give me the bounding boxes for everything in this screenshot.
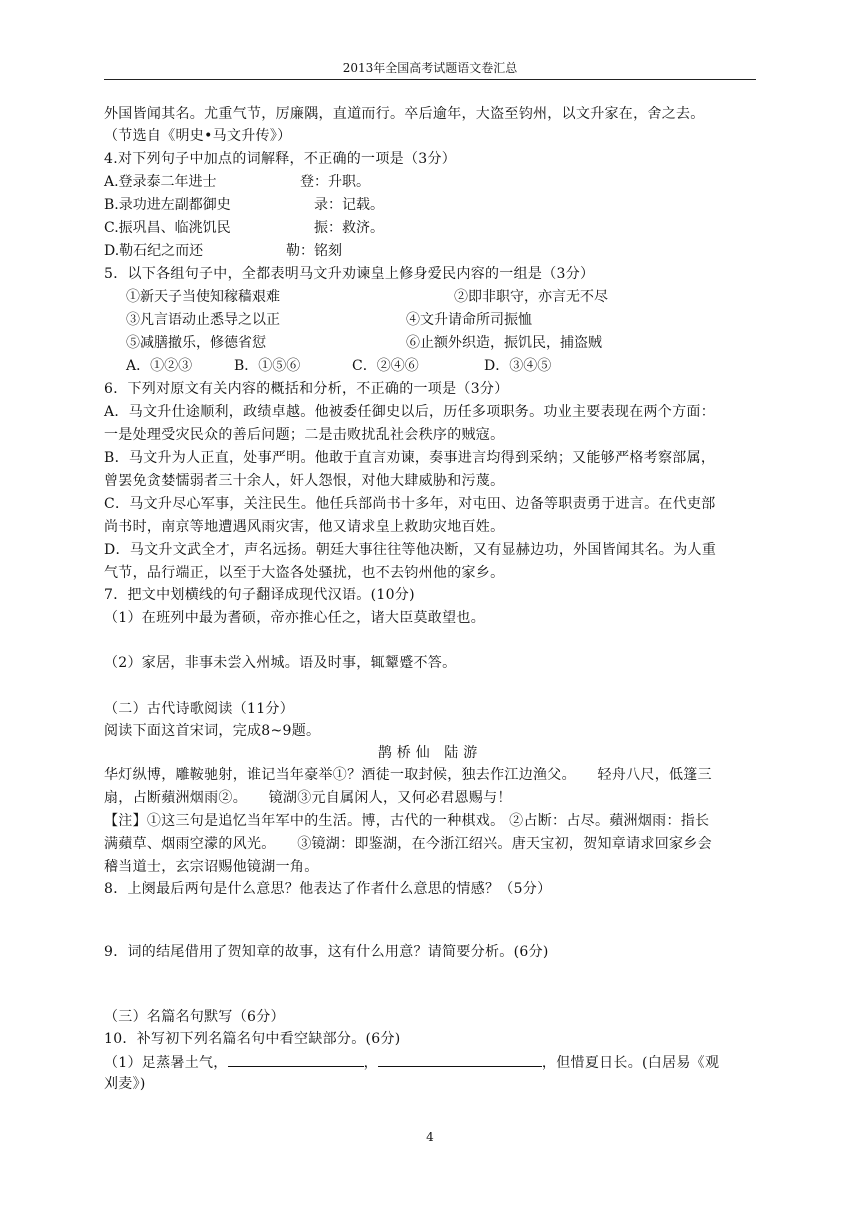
question-6-line: 一是处理受灾民众的善后问题；二是击败扰乱社会秩序的贼寇。 [104,427,505,443]
question-7-stem: 7．把文中划横线的句子翻译成现代汉语。(10分) [104,587,415,603]
poetry-intro: 阅读下面这首宋词，完成8~9题。 [104,723,321,739]
question-6-line: A．马文升仕途顺利，政绩卓越。他被委任御史以后，历任多项职务。功业主要表现在两个方面： [104,404,716,420]
passage-source: （节选自《明史•马文升传》） [104,128,292,144]
option-a: A.登录泰二年进士 [104,174,217,190]
item-2: ②即非职守，亦言无不尽 [454,289,608,305]
option-d: D.勒石纪之而还 [104,243,204,259]
option-c: C.振巩昌、临洮饥民 [104,220,231,236]
item-5: ⑤减膳撤乐，修德省愆 [126,335,266,351]
poem-note: 【注】①这三句是追忆当年军中的生活。博，古代的一种棋戏。 ②占断：占尽。蘋洲烟雨：指长 [104,813,710,829]
poem-title: 鹊桥仙 陆游 [377,745,483,761]
section-heading-recitation: （三）名篇名句默写（6分） [104,1009,285,1025]
question-6-line: 曾罢免贪婪懦弱者三十余人，奸人怨恨，对他大肆威胁和污蔑。 [104,473,505,489]
choice-b: B．①⑤⑥ [234,358,301,374]
item-1-prefix: （1）足蒸暑土气， [104,1055,228,1071]
choice-c: C．②④⑥ [352,358,419,374]
poem-line: 扇，占断蘋洲烟雨②。 镜湖③元自属闲人，又何必君恩赐与！ [104,790,512,806]
question-6-line: 尚书时，南京等地遭遇风雨灾害，他又请求皇上救助灾地百姓。 [104,519,505,535]
section-heading-poetry: （二）古代诗歌阅读（11分） [104,701,295,717]
poem-note: 稽当道士，玄宗诏赐他镜湖一角。 [104,859,319,875]
question-10-item-1 [104,1051,764,1074]
item-1-comma: ， [363,1055,378,1071]
item-6: ⑥止额外织造，振饥民，捕盗贼 [406,335,602,351]
option-b-gloss: 录：记载。 [314,197,384,213]
question-8: 8．上阕最后两句是什么意思？他表达了作者什么意思的情感？（5分） [104,881,552,897]
question-10-item-1-cont: 刈麦》) [104,1076,146,1092]
question-6-line: 气节，品行端正，以至于大盗各处骚扰，也不去钧州他的家乡。 [104,565,505,581]
question-4-options [104,171,504,263]
question-7-sentence-1: （1）在班列中最为耆硕，帝亦推心任之，诸大臣莫敢望也。 [104,610,486,626]
answer-blank[interactable] [228,1051,364,1067]
question-6-stem: 6．下列对原文有关内容的概括和分析，不正确的一项是（3分） [104,381,509,397]
question-6-line: B．马文升为人正直，处事严明。他敢于直言劝谏，奏事进言均得到采纳；又能够严格考察部属， [104,450,716,466]
page-header: 2013年全国高考试题语文卷汇总 [342,61,518,75]
question-9: 9．词的结尾借用了贺知章的故事，这有什么用意？请简要分析。(6分) [104,944,549,960]
option-b: B.录功进左副都御史 [104,197,231,213]
passage-line: 外国皆闻其名。尤重气节，厉廉隅，直道而行。卒后逾年，大盗至钧州，以文升家在，舍之去。 [104,106,705,122]
item-4: ④文升请命所司振恤 [406,312,532,328]
question-6-line: D．马文升文武全才，声名远扬。朝廷大事往往等他决断，又有显赫边功，外国皆闻其名。为人重 [104,542,717,558]
answer-blank[interactable] [378,1051,542,1067]
question-7-sentence-2: （2）家居，非事未尝入州城。语及时事，辄颦蹙不答。 [104,655,457,671]
option-c-gloss: 振：救济。 [314,220,384,236]
poem-line: 华灯纵博，雕鞍驰射，谁记当年豪举①？酒徒一取封候，独去作江边渔父。 轻舟八尺，低篷三 [104,767,712,783]
item-1: ①新天子当使知稼穑艰难 [126,289,280,305]
header-rule [104,79,756,80]
choice-d: D．③④⑤ [484,358,552,374]
poem-note: 满蘋草、烟雨空濛的风光。 ③镜湖：即鉴湖，在今浙江绍兴。唐天宝初，贺知章请求回家乡会 [104,836,712,852]
option-d-gloss: 勒：铭刻 [286,243,342,259]
page-number: 4 [426,1130,434,1144]
option-a-gloss: 登：升职。 [300,174,370,190]
question-5-items [104,286,664,378]
choice-a: A．①②③ [126,358,193,374]
question-10-stem: 10．补写初下列名篇名句中看空缺部分。(6分) [104,1031,401,1047]
question-5-stem: 5．以下各组句子中，全都表明马文升劝谏皇上修身爱民内容的一组是（3分） [104,266,595,282]
item-3: ③凡言语动止悉导之以正 [126,312,280,328]
question-6-line: C．马文升尽心军事，关注民生。他任兵部尚书十多年，对屯田、边备等职责勇于进言。在代吏部 [104,496,716,512]
question-4-stem: 4.对下列句子中加点的词解释，不正确的一项是（3分） [104,151,457,167]
item-1-suffix: ，但惜夏日长。(白居易《观 [541,1055,720,1071]
